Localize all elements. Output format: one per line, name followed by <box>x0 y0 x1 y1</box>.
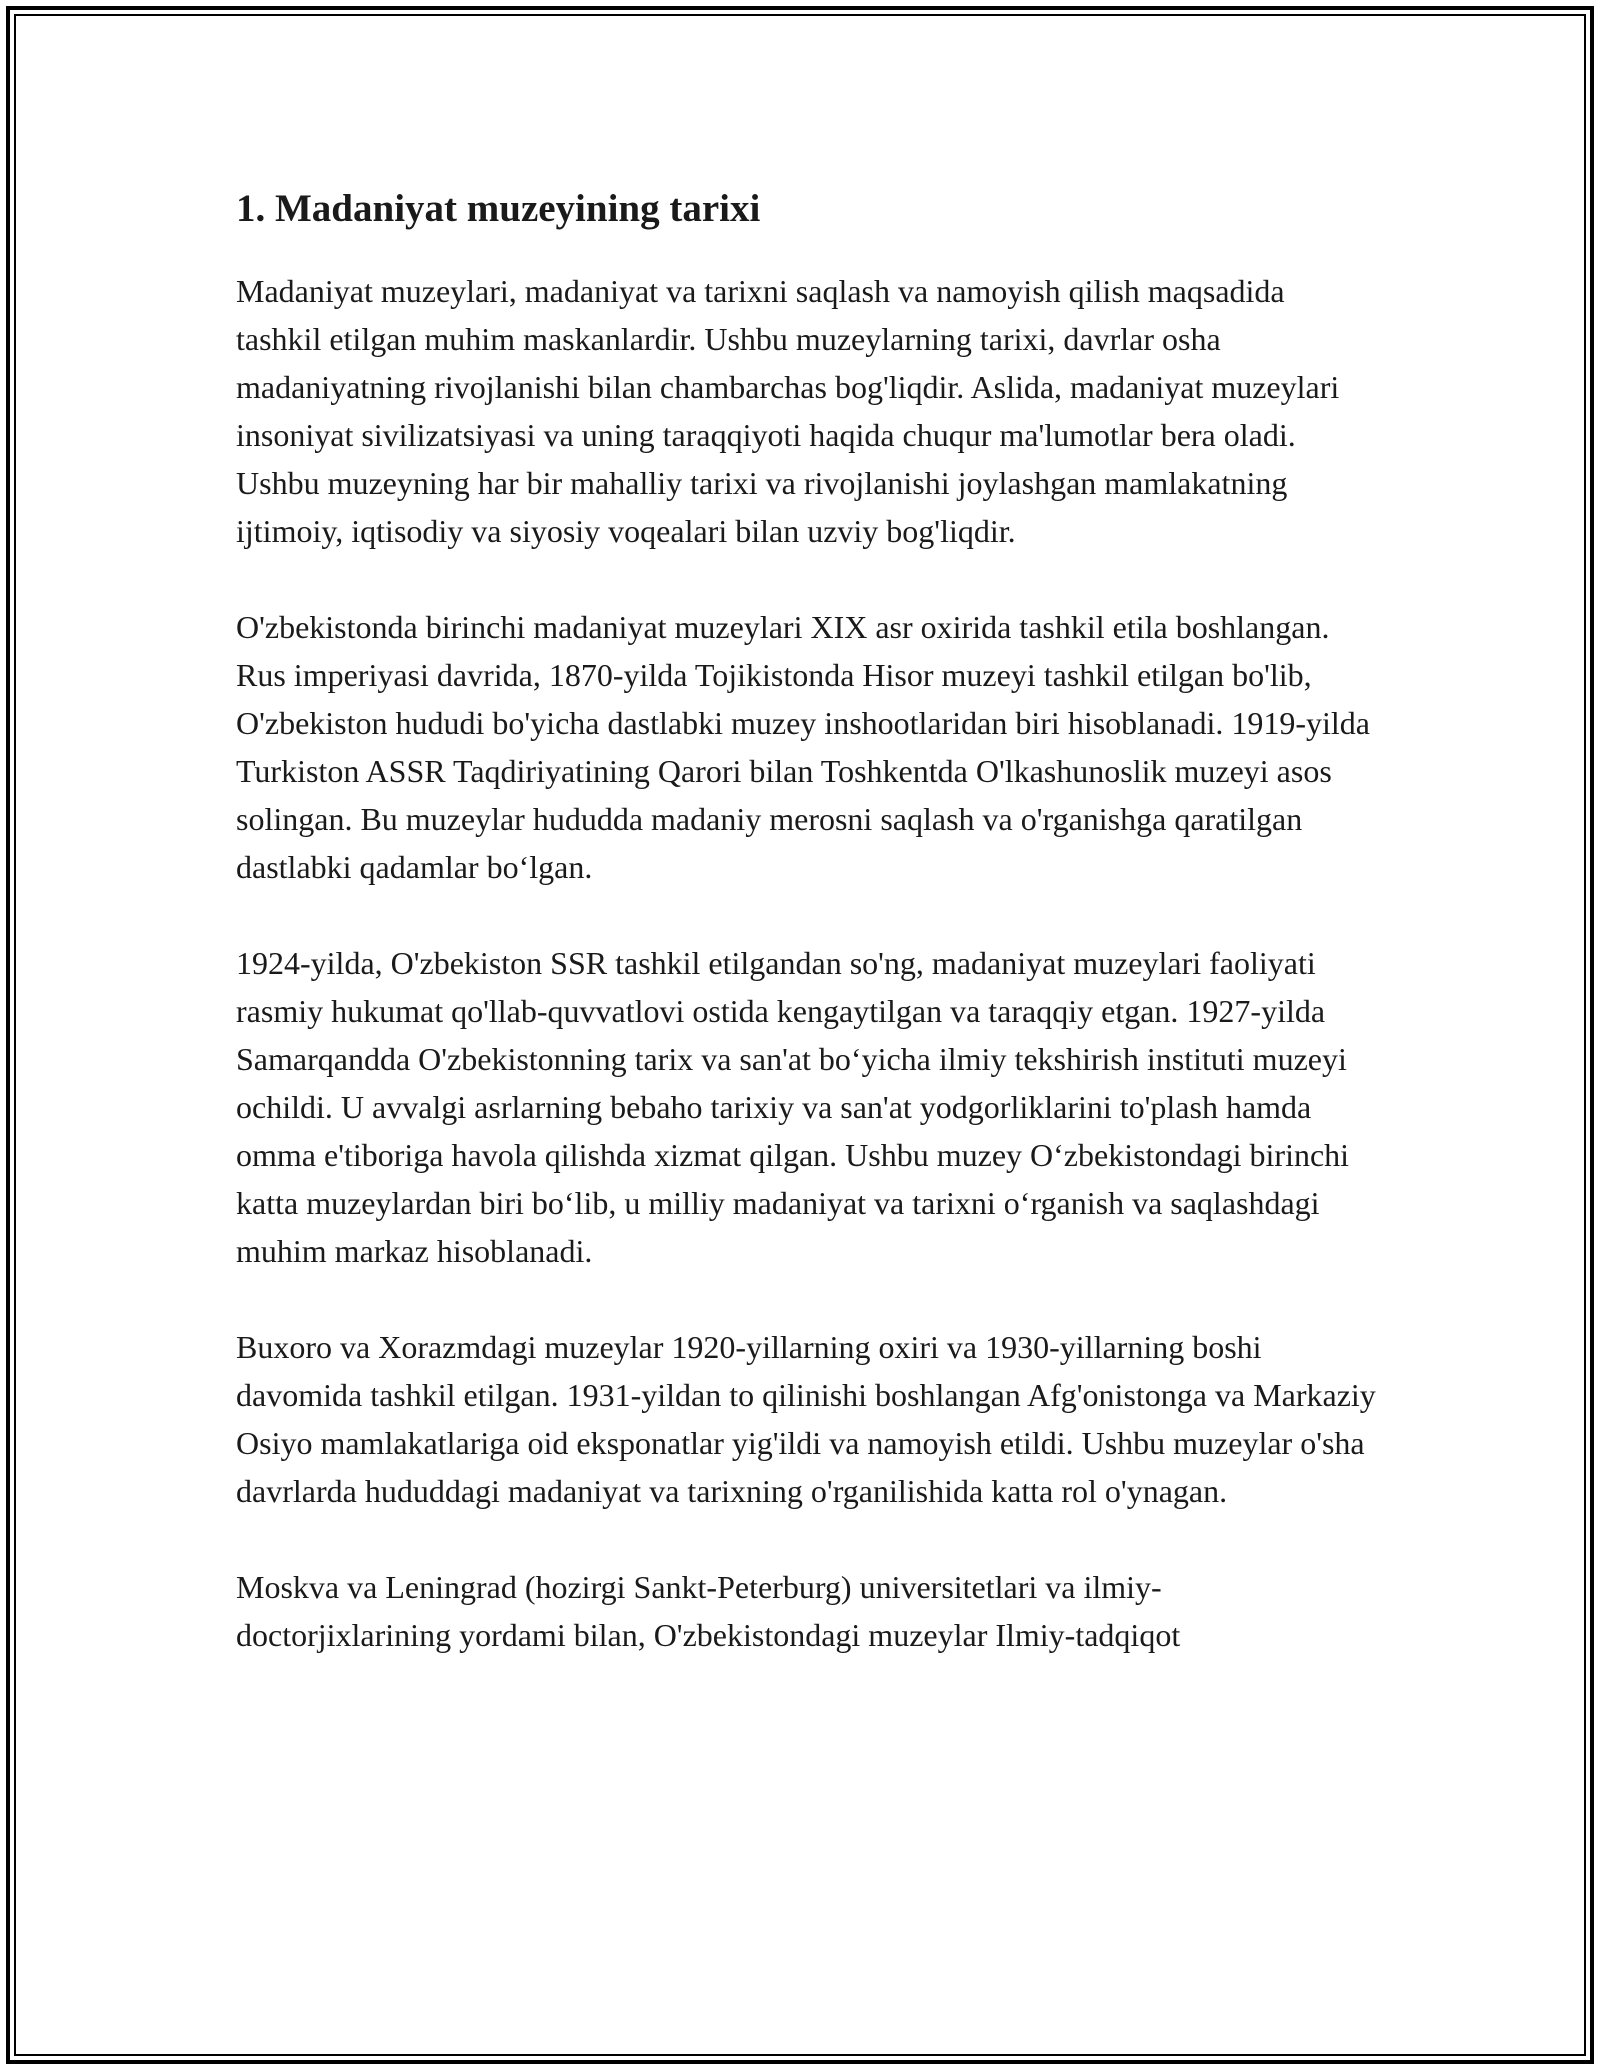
paragraph-4: Buxoro va Xorazmdagi muzeylar 1920-yillarning oxiri va 1930-yillarning boshi davomida tashkil etilgan. 1931-yildan to qilinishi boshlangan Afg'onistonga va Markaziy Osiyo mamlakatlariga oid eksponatlar yig'ildi va namoyish etildi. Ushbu muzeylar o'sha davrlarda hududdagi madaniyat va tarixning o'rganilishida katta rol o'ynagan. <box>236 1328 1376 1509</box>
document-body <box>236 184 1376 1707</box>
section-heading: 1. Madaniyat muzeyining tarixi <box>236 187 761 230</box>
paragraph-5: Moskva va Leningrad (hozirgi Sankt-Peterburg) universitetlari va ilmiy-doctorjixlarining yordami bilan, O'zbekistondagi muzeylar Ilmiy-tadqiqot <box>236 1568 1181 1653</box>
paragraph-1: Madaniyat muzeylari, madaniyat va tarixni saqlash va namoyish qilish maqsadida tashkil etilgan muhim maskanlardir. Ushbu muzeylarning tarixi, davrlar osha madaniyatning rivojlanishi bilan chambarchas bog'liqdir. Aslida, madaniyat muzeylari insoniyat sivilizatsiyasi va uning taraqqiyoti haqida chuqur ma'lumotlar bera oladi. Ushbu muzeyning har bir mahalliy tarixi va rivojlanishi joylashgan mamlakatning ijtimoiy, iqtisodiy va siyosiy voqealari bilan uzviy bog'liqdir. <box>236 272 1340 549</box>
paragraph-2: O'zbekistonda birinchi madaniyat muzeylari XIX asr oxirida tashkil etila boshlangan. Rus imperiyasi davrida, 1870-yilda Tojikistonda Hisor muzeyi tashkil etilgan bo'lib, O'zbekiston hududi bo'yicha dastlabki muzey inshootlaridan biri hisoblanadi. 1919-yilda Turkiston ASSR Taqdiriyatining Qarori bilan Toshkentda O'lkashunoslik muzeyi asos solingan. Bu muzeylar hududda madaniy merosni saqlash va o'rganishga qaratilgan dastlabki qadamlar bo‘lgan. <box>236 608 1370 885</box>
paragraph-3: 1924-yilda, O'zbekiston SSR tashkil etilgandan so'ng, madaniyat muzeylari faoliyati rasmiy hukumat qo'llab-quvvatlovi ostida kengaytilgan va taraqqiy etgan. 1927-yilda Samarqandda O'zbekistonning tarix va san'at bo‘yicha ilmiy tekshirish instituti muzeyi ochildi. U avvalgi asrlarning bebaho tarixiy va san'at yodgorliklarini to'plash hamda omma e'tiboriga havola qilishda xizmat qilgan. Ushbu muzey O‘zbekistondagi birinchi katta muzeylardan biri bo‘lib, u milliy madaniyat va tarixni o‘rganish va saqlashdagi muhim markaz hisoblanadi. <box>236 944 1350 1269</box>
